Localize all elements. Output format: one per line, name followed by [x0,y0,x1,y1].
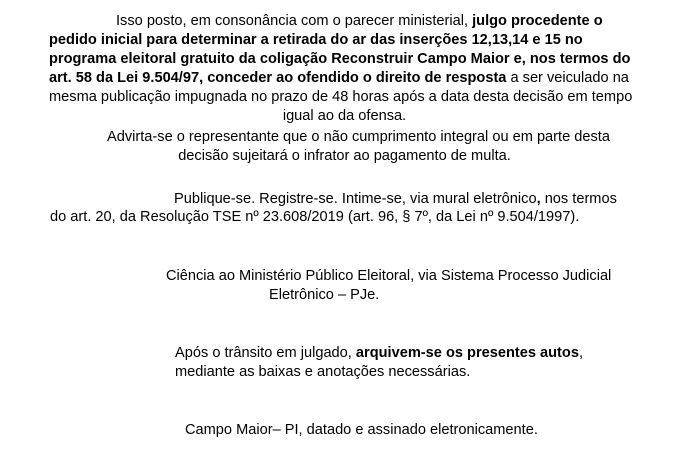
decision-text: a ser veiculado na [506,70,629,86]
decision-text: mesma publicação impugnada no prazo de 48 horas após a data desta decisão em tempo [49,89,633,105]
archive-text: Após o trânsito em julgado, [175,345,356,361]
archive-text: , [578,345,584,361]
archive-line-2 [175,363,470,381]
publish-line-2 [50,208,579,226]
decision-text-bold: programa eleitoral gratuito da coligação Reconstruir Campo Maior e, nos termos do [49,51,631,67]
archive-text-bold: arquivem-se os presentes autos [355,345,579,361]
publish-line-1 [174,190,617,208]
notice-text: Eletrônico – PJe. [269,287,380,303]
publish-text: Publique-se. Registre-se. Intime-se, via mural eletrônico [174,191,537,207]
decision-text-bold: julgo procedente o [472,13,603,29]
decision-text-bold: art. 58 da Lei 9.504/97, conceder ao ofendido o direito de resposta [49,70,507,86]
archive-line-1 [175,344,583,362]
notice-text: Ciência ao Ministério Público Eleitoral, via Sistema Processo Judicial [166,268,612,284]
archive-text: mediante as baixas e anotações necessárias. [175,364,471,380]
decision-text: igual ao da ofensa. [282,108,407,124]
warning-line-1 [107,128,610,146]
publish-text: nos termos [540,191,617,207]
decision-line-2 [49,31,583,49]
publish-text-bold: , [536,191,541,207]
notice-line-1 [166,267,611,285]
decision-line-3 [49,50,630,68]
publish-text: do art. 20, da Resolução TSE nº 23.608/2019 (art. 96, § 7º, da Lei nº 9.504/1997). [50,209,580,225]
decision-text: Isso posto, em consonância com o parecer ministerial, [116,13,473,29]
decision-line-1 [116,12,603,30]
decision-text-bold: pedido inicial para determinar a retirada do ar das inserções 12,13,14 e 15 no [49,32,583,48]
signature-line [185,421,538,439]
warning-text: Advirta-se o representante que o não cumprimento integral ou em parte desta [107,129,610,145]
decision-line-4 [49,69,629,87]
warning-text: decisão sujeitará o infrator ao pagamento de multa. [178,148,511,164]
signature-text: Campo Maior– PI, datado e assinado eletronicamente. [185,422,538,438]
decision-line-5 [49,88,632,106]
notice-line-2 [269,286,379,304]
decision-line-6 [0,107,689,125]
warning-line-2 [0,147,689,165]
